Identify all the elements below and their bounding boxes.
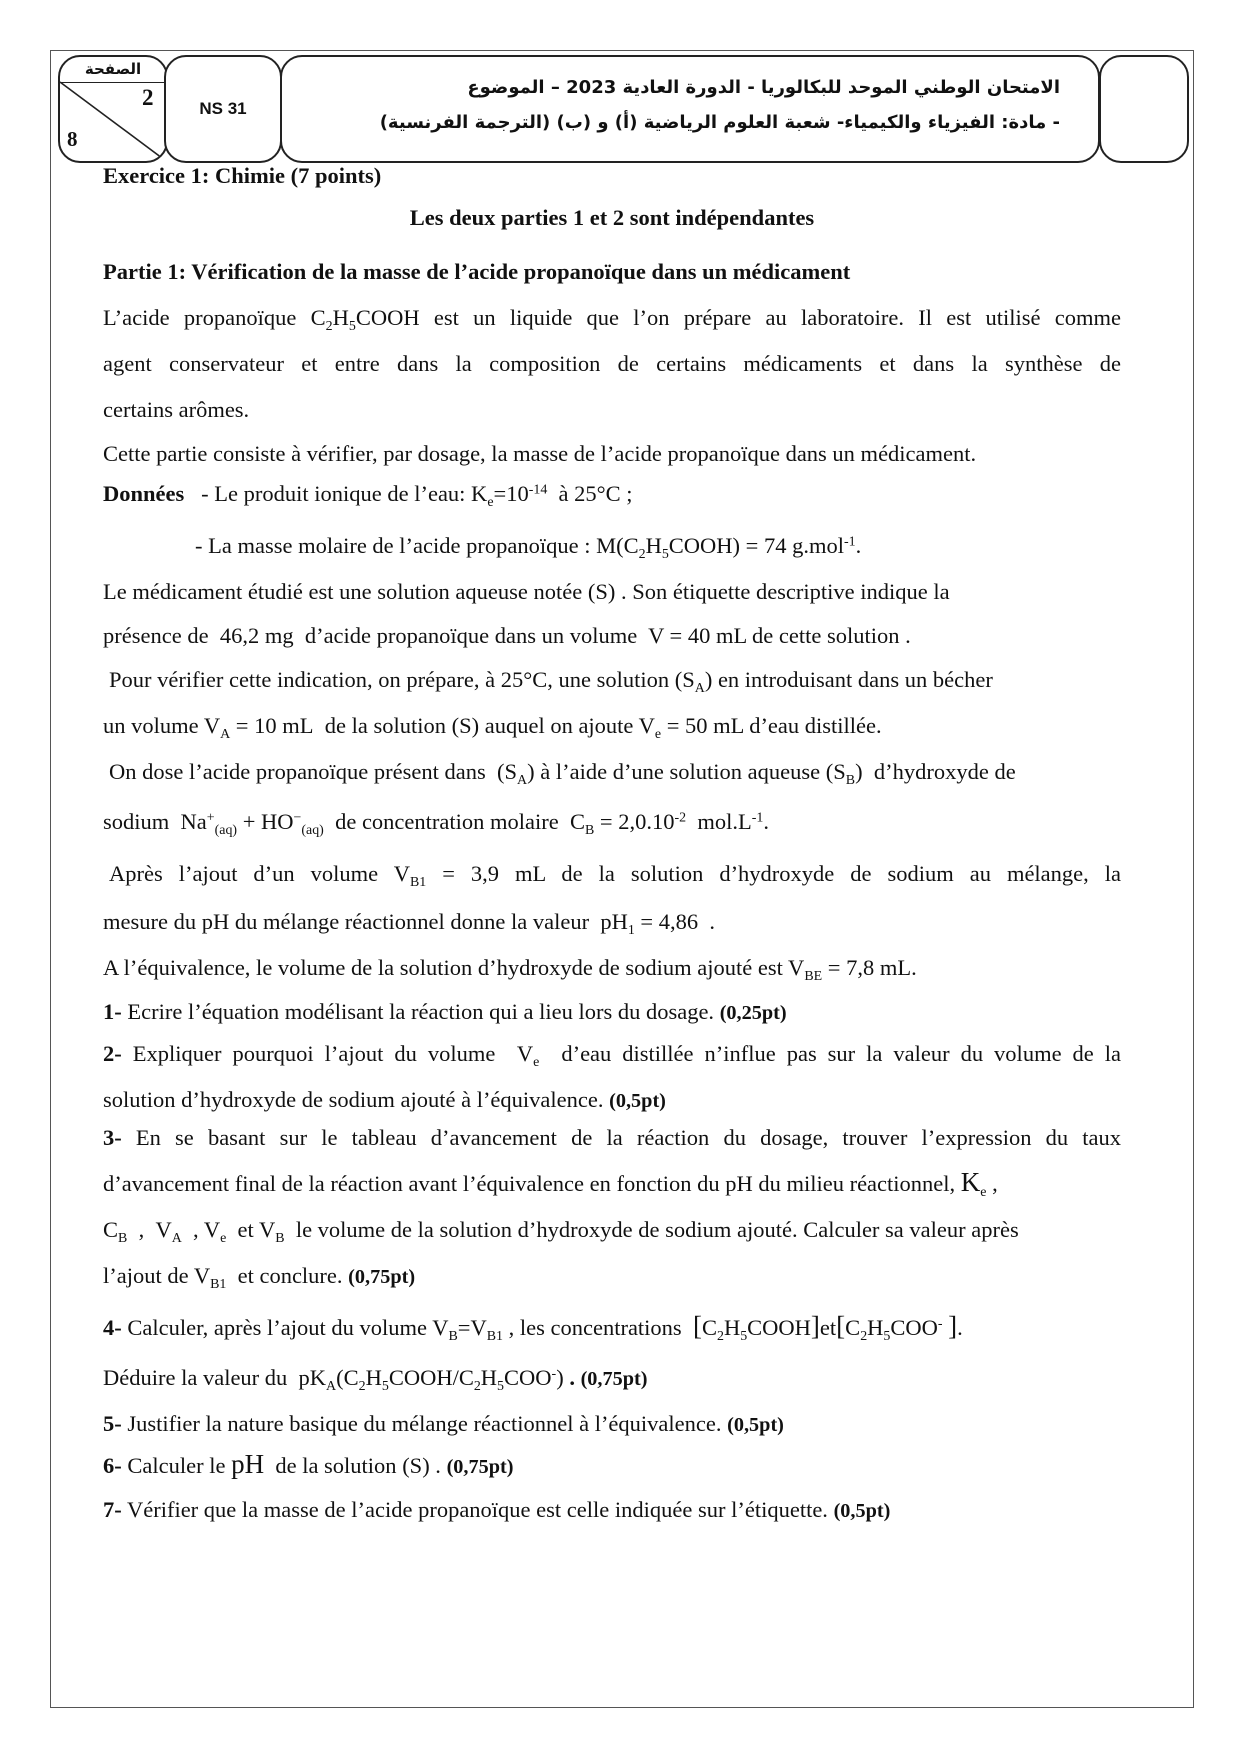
question-3-line-1: 3- En se basant sur le tableau d’avancement de la réaction du dosage, trouver l’expression du taux [103,1125,1122,1150]
data-line-1: Données - Le produit ionique de l’eau: $K_e=10^{-14}$ à 25°C ; [103,481,633,510]
exam-title-line-2: - مادة: الفيزياء والكيمياء- شعبة العلوم الرياضية (أ) و (ب) (الترجمة الفرنسية) [379,112,1060,133]
page-label: الصفحة [60,57,166,83]
page-number-box [58,55,168,163]
after-line-1: Après l’ajout d’un volume $V_{B1} = 3,9$ mL de la solution d’hydroxyde de sodium au mélange, la [109,861,1121,890]
blank-box [1099,55,1189,163]
question-3-line-2: d’avancement final de la réaction avant l’équivalence en fonction du pH du milieu réactionnel, $K_e$ , [103,1167,998,1200]
exam-title-line-1: الامتحان الوطني الموحد للبكالوريا - الدورة العادية 2023 – الموضوع [467,77,1060,98]
after-line-2: mesure du pH du mélange réactionnel donne la valeur $pH_1 = 4,86$ . [103,909,715,938]
prep-line-2: un volume $V_A = 10$ mL de la solution (S) auquel on ajoute $V_e = 50$ mL d’eau distillée. [103,713,882,742]
exercise-title: Exercice 1: Chimie (7 points) [103,163,382,188]
question-2-line-1: 2- Expliquer pourquoi l’ajout du volume $V_e$ d’eau distillée n’influe pas sur la valeur du volume de la [103,1041,1121,1070]
aim-line: Cette partie consiste à vérifier, par dosage, la masse de l’acide propanoïque dans un médicament. [103,441,977,466]
question-2-line-2: solution d’hydroxyde de sodium ajouté à l’équivalence. (0,5pt) [103,1087,666,1112]
question-6: 6- Calculer le pH de la solution (S) . (0,75pt) [103,1449,514,1479]
exercise-subtitle: Les deux parties 1 et 2 sont indépendantes [409,205,815,230]
exam-code-box [164,55,282,163]
question-4-line-1: 4- Calculer, après l’ajout du volume $V_B=V_{B1}$ , les concentrations $[C_2H_5COOH]et[C_2H_5COO^-$ ]. [103,1311,963,1344]
exam-title-box [280,55,1100,163]
prep-line-1: Pour vérifier cette indication, on prépare, à 25°C, une solution $(S_A)$ en introduisant dans un bécher [109,667,993,696]
medicament-line-2: présence de 46,2 mg d’acide propanoïque dans un volume V = 40 mL de cette solution . [103,623,911,648]
question-1: 1- Ecrire l’équation modélisant la réaction qui a lieu lors du dosage. (0,25pt) [103,999,787,1024]
question-3-line-3: $C_B$ , $V_A$ , $V_e$ et $V_B$ le volume de la solution d’hydroxyde de sodium ajouté. Calculer sa valeur après [103,1217,1019,1246]
part1-title: Partie 1: Vérification de la masse de l’acide propanoïque dans un médicament [103,259,851,284]
medicament-line-1: Le médicament étudié est une solution aqueuse notée (S) . Son étiquette descriptive indique la [103,579,950,604]
intro-line-2: agent conservateur et entre dans la composition de certains médicaments et dans la synthèse de [103,351,1121,376]
intro-line-3: certains arômes. [103,397,250,422]
question-7: 7- Vérifier que la masse de l’acide propanoïque est celle indiquée sur l’étiquette. (0,5pt) [103,1497,891,1522]
exam-code: NS 31 [199,99,247,118]
question-3-line-4: l’ajout de $V_{B1}$ et conclure. (0,75pt) [103,1263,416,1292]
intro-line-1: L’acide propanoïque $C_2H_5COOH$ est un liquide que l’on prépare au laboratoire. Il est utilisé comme [103,305,1121,334]
dose-line-1: On dose l’acide propanoïque présent dans $(S_A)$ à l’aide d’une solution aqueuse $(S_B)$ d’hydroxyde de [109,759,1016,788]
question-4-line-2: Déduire la valeur du $pK_A(C_2H_5COOH/C_2H_5COO^-)$ . (0,75pt) [103,1365,648,1394]
equivalence-line: A l’équivalence, le volume de la solution d’hydroxyde de sodium ajouté est $V_{BE} = 7,8$ mL. [103,955,917,984]
question-5: 5- Justifier la nature basique du mélange réactionnel à l’équivalence. (0,5pt) [103,1411,784,1436]
data-line-2: - La masse molaire de l’acide propanoïque : $M(C_2H_5COOH) = 74$ g.mol$^{-1}$. [195,533,862,562]
page-current: 2 [142,85,154,110]
page-total: 8 [67,127,78,151]
dose-line-2: sodium $Na^+_{(aq)} + HO^-_{(aq)}$ de concentration molaire $C_B = 2,0.10^{-2}$ $mol.L^{-1}$. [103,809,769,838]
